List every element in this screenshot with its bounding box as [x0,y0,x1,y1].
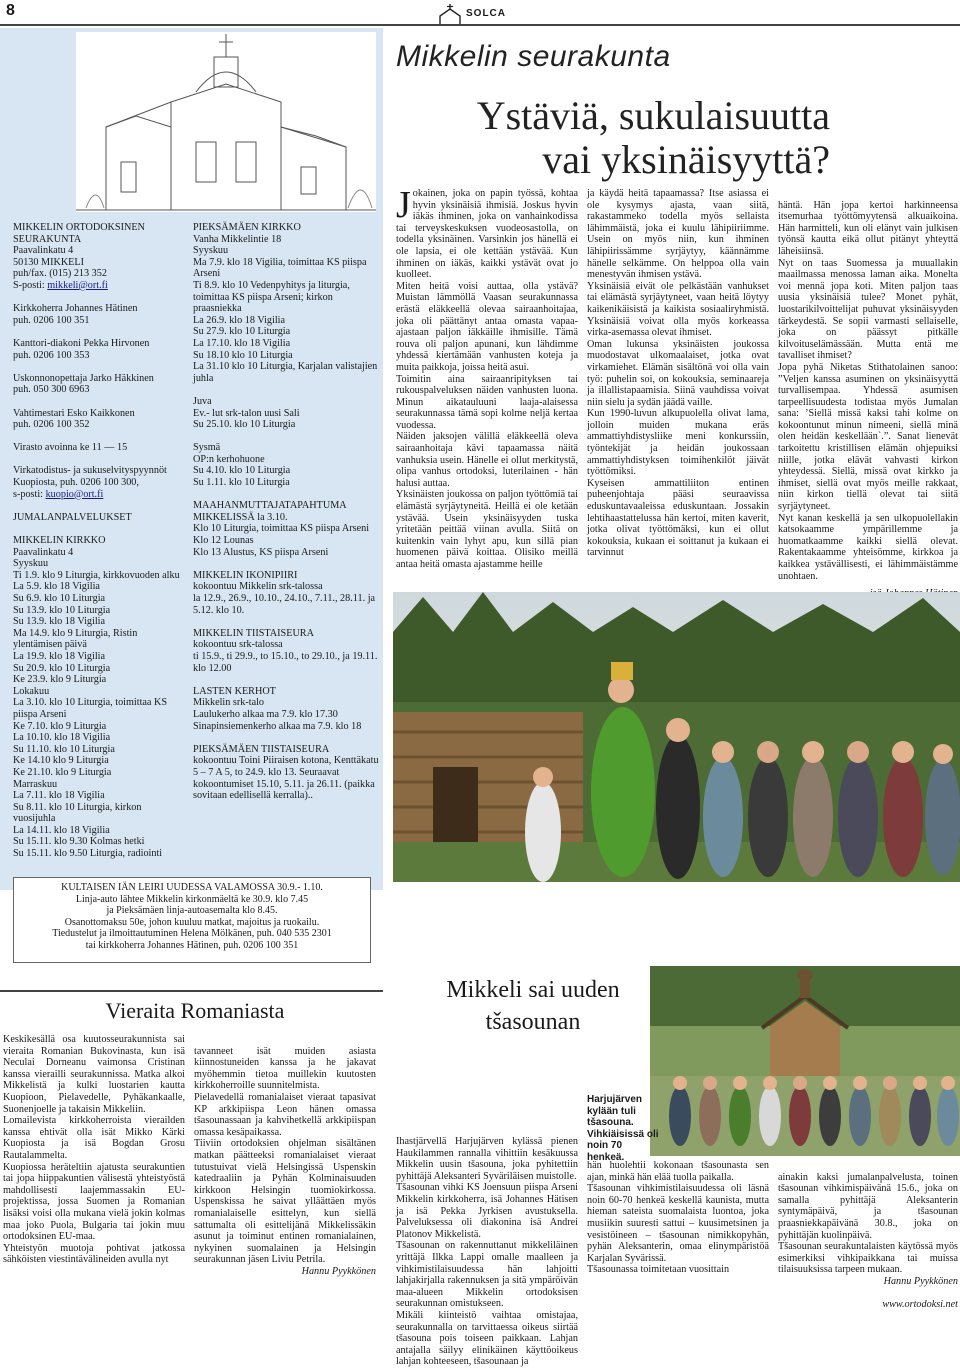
juva-schedule: Juva Ev.- lut srk-talon uusi Sali Su 25.10. klo 10 Liturgia [193,395,300,431]
caretaker-contact: Vahtimestari Esko Kaikkonen puh. 0206 100 352 [13,407,135,431]
logo-text: SOLCA [466,8,506,19]
email-label: S-posti: [13,279,48,291]
romania-text2: tavanneet isät muiden asiasta kiinnostuneiden kanssa ja he jakavat myöhemmin tietoa muillekin kuutosten kirkkoherroille suunnitelmista. Pielavedellä romanialaiset vieraat tapasivat KP arkkipiispa Leon hänen omassa tšasounassaan ja kahvihetkellä arkkipiispan omassa kesäpaikassa. Tiiviin ortodoksien ohjelman sisältänen matkan päätteeksi romanialaiset vieraat tutustuivat vielä Helsingissä Uspenskin katedraaliin ja Pyhän Kolminaisuuden kirkkoon Helsingin tuomiokirkossa. Uspenskissa he saivat ylläättäen myös romanialaiselle esittelyn, kun siellä sattumalta oli esittelijänä Mikkelissäkin asunut ja toiminut entinen romanialainen, nykyinen suomalainen ja Helsingin seurakunnan jäsen Liviu Petrila. [194,1045,376,1266]
section-title: Mikkelin seurakunta [396,40,671,73]
chapel-col3 [778,1160,958,1322]
chapel-col2: hän huolehtii kokonaan tšasounasta sen ajan, minkä hän elää tuolla paikalla. Tšasounan vihkimistilaisuudessa oli läsnä noin 60-70 henkeä keskellä kaunista, mutta hieman sateista suomalaista luontoa, joka musiikin suuresti sattui – kuusimetsinen ja vesistöineen – tšasounan nimikkopyhän, pyhän Aleksanterin, omaa elinympäristöä Karjalan Syvärissä. Tšasounassa toimitetaan vuosittain [587,1160,769,1276]
pieksamaki-church-schedule: PIEKSÄMÄEN KIRKKO Vanha Mikkelintie 18 Syyskuu Ma 7.9. klo 18 Vigilia, toimittaa KS piispa Arseni Ti 8.9. klo 10 Vedenpyhitys ja liturgia, toimittaa KS piispa Arseni; kirkon praasniekka La 26.9. klo 18 Vigilia Su 27.9. klo 10 Liturgia La 17.10. klo 18 Vigilia Su 18.10 klo 10 Liturgia La 31.10 klo 10 Liturgia, Karjalan valistajien juhla [193,222,378,384]
mikkeli-church-schedule: MIKKELIN KIRKKO Paavalinkatu 4 Syyskuu Ti 1.9. klo 9 Liturgia, kirkkovuoden alku La 5.9. klo 18 Vigilia Su 6.9. klo 10 Liturgia Su 13.9. klo 10 Liturgia Su 13.9. klo 18 Vigilia Ma 14.9. klo 9 Liturgia, Ristin ylentämisen päivä La 19.9. klo 18 Vigilia Su 20.9. klo 10 Liturgia Ke 23.9. klo 9 Liturgia Lokakuu La 3.10. klo 10 Liturgia, toimittaa KS piispa Arseni Ke 7.10. klo 9 Liturgia La 10.10. klo 18 Vigilia Su 11.10. klo 10 Liturgia Ke 14.10 klo 9 Liturgia Ke 21.10. klo 9 Liturgia Marraskuu La 7.11. klo 18 Vigilia Su 8.11. klo 10 Liturgia, kirkon vuosijuhla La 14.11. klo 18 Vigilia Su 15.11. klo 9.30 Kolmas hetki Su 15.11. klo 9.50 Liturgia, radiointi [13,535,180,860]
vicar-contact: Kirkkoherra Johannes Hätinen puh. 0206 100 351 [13,303,138,326]
romania-col1: Keskikesällä osa kuutosseurakunnista sai vieraita Romanian Bukovinasta, kun isä Neculai Dorneanu vaimonsa Cristinan kanssa vierailli seurakunnissa. Matka alkoi Mikkelistä ja kulki luostarien kautta Kuopioon, Pielavedelle, Pyhäkankaalle, Suonenjoelle ja takaisin Mikkeliin. Lomailevista kirkkoherroista vierailden kanssa ehtivät olla isät Mikko Kärki Kuopiosta ja isä Bogdan Grosu Rautalammelta. Kuopiossa heräteltiin ajatusta seurakuntien tai jopa hiippakuntien välisestä yhteistyöstä mahdollisesti laajemmassakin EU-projektissa, jossa Suomen ja Romanian lisäksi voisi olla mukana vielä jokin kolmas maa joko Puola, Bulgaria tai jokin muu ortodoksinen EU-maa. Yhteistyön muotoja pohtivat jatkossa sähköisten viestintävälineiden avulla nyt [3,1034,185,1266]
church-logo-icon [436,4,464,26]
chapel-photo-caption: Harjujärven kylään tuli tšasouna. Vihkiäisissä oli noin 70 henkeä. [587,1094,659,1163]
parish-email-link[interactable]: mikkeli@ort.fi [47,279,108,291]
main-article-text3: häntä. Hän jopa kertoi harkinneensa itsemurhaa työttömyytensä alkuaikoina. Hän harmitteli, kun oli elänyt vain julkisen työnsä kautta eikä ollut pitänyt yhteyttä läheisiinsä. Nyt on taas Suomessa ja muuallakin maailmassa menossa laman aika. Monelta voi mennä jopa koti. Miten paljon taas uusia yksinäisiä tulee? Monet pyhät, luostarikilvoittelijat puhuvat yksinäisyyden tärkeydestä. Se sopii varmasti sellaiselle, joka on päässyt pitkälle kilvoituselämässään. Mutta entä me tavalliset ihmiset? Jopa pyhä Niketas Stithatolainen sanoo: ”Veljen kanssa asuminen on yksinäisyyttä turvallisempaa. Yhdessä asumisen tarpeellisuudesta todistaa myös Jumalan sana: ’Siellä missä kaksi tahi kolme on kokoontunut minun nimeeni, siellä minä olen heidän keskellään`.”. Sanat lienevät tarkoitettu kristillisen elämän ohjepuiksi niille, jotka elävät vahvasti kirkon yhteydessä. Siellä, missä ovat kirkko ja ihmiset, siellä ovat myös meille rakkaat, niin kirkon tiellä olevat tai siitä syrjäytyneet. Nyt kanan keskellä ja sen ulkopuolellakin katsokaamme ympärillemme ja huomatkaamme kaikki siellä olevat. Rakentakaamme yhteisömme, kirkkoa ja kaikkea ystävällisesti, ei lähimmäistämme unohtaen. [778,199,958,582]
romania-headline: Vieraita Romaniasta [105,998,285,1023]
main-headline: Ystäviä, sukulaisuutta vai yksinäisyyttä? [476,93,830,182]
certificate-email [13,489,183,501]
chapel-text3: ainakin kaksi jumalanpalvelusta, toinen tšasounan vihkimispäivänä 15.6., joka on samalla pyhittäjä Aleksanterin syntymäpäivä, ja tšasounan praasniekkapäivänä 30.8., joka on pyhittäjän kuolinpäivä. Tšasounan seurakuntalaisten käytössä myös esimerkiksi vihkipaikkana tai muissa tilaisuuksissa tarpeen mukaan. [778,1171,958,1276]
sysma-schedule: Sysmä OP:n kerhohuone Su 4.10. klo 10 Liturgia Su 1.11. klo 10 Liturgia [193,442,291,489]
consecration-photo [393,592,960,882]
icon-circle: MIKKELIN IKONIPIIRI kokoontuu Mikkelin srk-talossa la 12.9., 26.9., 10.10., 24.10., 7.11., 28.11. ja 5.12. klo 10. [193,569,376,616]
website-text: www.ortodoksi.net [882,1299,958,1311]
cantor-contact: Kanttori-diakoni Pekka Hirvonen puh. 0206 100 353 [13,337,150,361]
drop-cap: J [396,184,411,226]
parish-email [13,280,183,292]
services-heading: JUMALANPALVELUKSET [13,511,132,523]
golden-age-camp-box: KULTAISEN IÄN LEIRI UUDESSA VALAMOSSA 30.9.- 1.10. Linja-auto lähtee Mikkelin kirkonmäeltä ke 30.9. klo 7.45 ja Pieksämäen linja-autoasemalta klo 8.45. Osanottomaksu 50e, johon kuuluu matkat, majoitus ja ruokailu. Tiedustelut ja ilmoittautuminen Helena Mölkänen, puh. 040 535 2301 tai kirkkoherra Johannes Hätinen, puh. 0206 100 351 [13,877,371,963]
children-clubs: LASTEN KERHOT Mikkelin srk-talo Laulukerho alkaa ma 7.9. klo 17.30 Sinapinsiemenkerho alkaa ma 7.9. klo 18 [193,685,362,732]
immigrant-event: MAAHANMUTTAJATAPAHTUMA MIKKELISSÄ la 3.10. Klo 10 Liturgia, toimittaa KS piispa Arseni Klo 12 Lounas Klo 13 Alustus, KS piispa Arseni [193,500,370,558]
newspaper-logo [436,4,526,26]
office-hours: Virasto avoinna ke 11 — 15 [13,442,128,454]
top-rule [0,24,960,26]
sidebar-schedule-column [193,222,383,813]
teacher-contact: Uskonnonopettaja Jarko Häkkinen puh. 050 300 6963 [13,372,154,396]
romania-col2 [194,1034,376,1289]
parish-address: MIKKELIN ORTODOKSINEN SEURAKUNTA Paavalinkatu 4 50130 MIKKELI puh/fax. (015) 213 352 [13,222,145,280]
main-article-col3 [778,188,958,611]
sidebar-contacts-column [13,222,183,871]
tuesday-club: MIKKELIN TIISTAISEURA kokoontuu srk-talossa ti 15.9., ti 29.9., to 15.10., to 29.10., ja 19.11. klo 12.00 [193,627,378,674]
email2-label: s-posti: [13,488,46,500]
chapel-photo [650,966,960,1156]
main-article-text1: okainen, joka on papin työssä, kohtaa hyvin yksinäisiä ihmisiä. Joskus hyvin iäkäs ihminen, joka on vanhainkodissa tai terveyskeskuksen vuodeosastolla, on todella yksinäinen. Varsinkin jos hänellä ei ole lapsia, ei ole kettään ystävää. Kun ihminen on iäkäs, kaikki ystävät ovat jo kuolleet. Miten heitä voisi auttaa, olla ystävä? Muistan lämmöllä Vaasan seurakunnassa erästä eläkkeellä olevaa sairaanhoitajaa, joka oli päättänyt antaa omasta vapaa-ajastaan paljon iäkkäille ihmisille. Tämä rouva oli paljon apunani, kun lähdimme yhdessä kiertämään vanhusten koteja ja muita paikkoja, joissa heitä asui. Toimitin aina sairaanripityksen tai rukouspalveluksen näiden vanhusten luona. Minun aikatauluuni laaja-alaisessa seurakunnassa tämä sopi kolme neljä kertaa vuodessa. Näiden jaksojen välillä eläkkeellä oleva sairaanhoitaja kävi tapaamassa näitä vanhuksia usein. Hänelle ei ollut merkitystä, olipa vanhus ortodoksi, luterilainen - hän halusi auttaa. Yksinäisten joukossa on paljon työttömiä tai elämästä syrjäytyneitä. Heillä ei ole ketään ystävää. Usein yksinäisyyden tuska yritetään peittää viinan avulla. Siitä on kuitenkin vain lyhyt apu, kun sillä pian huomenen päivä koittaa. Olisiko meillä antaa heitä omasta ajastamme heille [396,188,578,570]
certificate-requests: Virkatodistus- ja sukuselvityspyynnöt Kuopiosta, puh. 0206 100 300, [13,465,167,489]
kuopio-email-link[interactable]: kuopio@ort.fi [45,488,104,500]
church-drawing-icon [76,32,376,212]
pieksamaki-tuesday-club: PIEKSÄMÄEN TIISTAISEURA kokoontuu Toini Piiraisen kotona, Kenttäkatu 5 – 7 A 5, to 24.9. klo 13. Seuraavat kokoontumiset 15.10, 5.11. ja 26.11. (paikka sovitaan edellisellä kerralla).. [193,743,379,802]
main-article-col1 [396,184,578,571]
chapel-author: Hannu Pyykkönen [883,1275,958,1287]
romania-rule [0,990,383,992]
romania-author: Hannu Pyykkönen [301,1265,376,1277]
chapel-col1: Ihastjärvellä Harjujärven kylässä pienen Haukilammen rannalla vihittiin kesäkuussa Mikkelin uusin tšasouna, joka pyhitettiin pyhittäjä Aleksanteri Syväriläisen muistolle. Tšasounan vihki KS Joensuun piispa Arseni Mikkelin kirkkoherra, isä Johannes Hätisen ja isä Pekka Jyrkisen avustuksella. Palveluksessa oli diakonina isä Andrei Platonov Mikkelistä. Tšasounan on rakennuttanut mikkeliläinen yrittäjä Ilkka Lappi omalle maalleen ja vihkimistilaisuudessa hän lahjoitti lahjakirjalla rakennuksen ja sitä ympäröivän maa-alueen Mikkelin ortodoksisen seurakunnan omistukseen. Mikäli kiinteistö vaihtaa omistajaa, seurakunnalla on tarvittaessa oikeus siirtää tšasouna pois toiseen paikkaan. Lahjan antajalla säilyy elinikäinen käyttöoikeus lahjan kohteeseen, tšasounaan ja [396,1136,578,1368]
chapel-headline: Mikkeli sai uuden tšasounan [446,977,620,1035]
main-article-col2: ja käydä heitä tapaamassa? Itse asiassa ei ole kysymys ajasta, vaan siitä, rakastammeko todella myös sellaista lähimmäistä, joka ei kuulu lähipiiriimme. Usein on myös niin, kun ihminen lähipiirissämme syrjäytyy, käännämme hänelle selkämme. On helppoa olla vain menestyvän ihmisen ystävä. Yksinäisiä eivät ole pelkästään vanhukset tai elämästä syrjäytyneet, vaan heitä löytyy kaikenikäisistä ja kaikista sosiaaliryhmistä. Yksinäisiä voivat olla myös korkeassa virka-asemassa olevat ihmiset. Oman lukunsa yksinäisten joukossa muodostavat ulkomaalaiset, jotka ovat virkamiehet. Elämän sisältönä voi olla vain työ: puhelin soi, on kokouksia, seminaareja ja illallistapaamisia. Siinä vauhdissa voivat niin sielu ja sydän jäädä vaille. Kun 1990-luvun alkupuolella olivat lama, jolloin muiden mukana eräs ammattiyhdistysliike meni konkurssiin, työntekijät ja heidän joukossaan ammattiyhdistyksen toimihenkilöt jäivät työttömiksi. Kyseisen ammattiliiton entinen puheenjohtaja pääsi seuraavissa eduskuntavaaleissa eduskuntaan. Jossakin lehtihaastattelussa hän kertoi, miten kaverit, jotka olivat työttömäksi, kun ei ollut kokouksia, kukaan ei soittanut ja kukaan ei tarvinnut [587,188,769,559]
page-number: 8 [6,2,15,19]
